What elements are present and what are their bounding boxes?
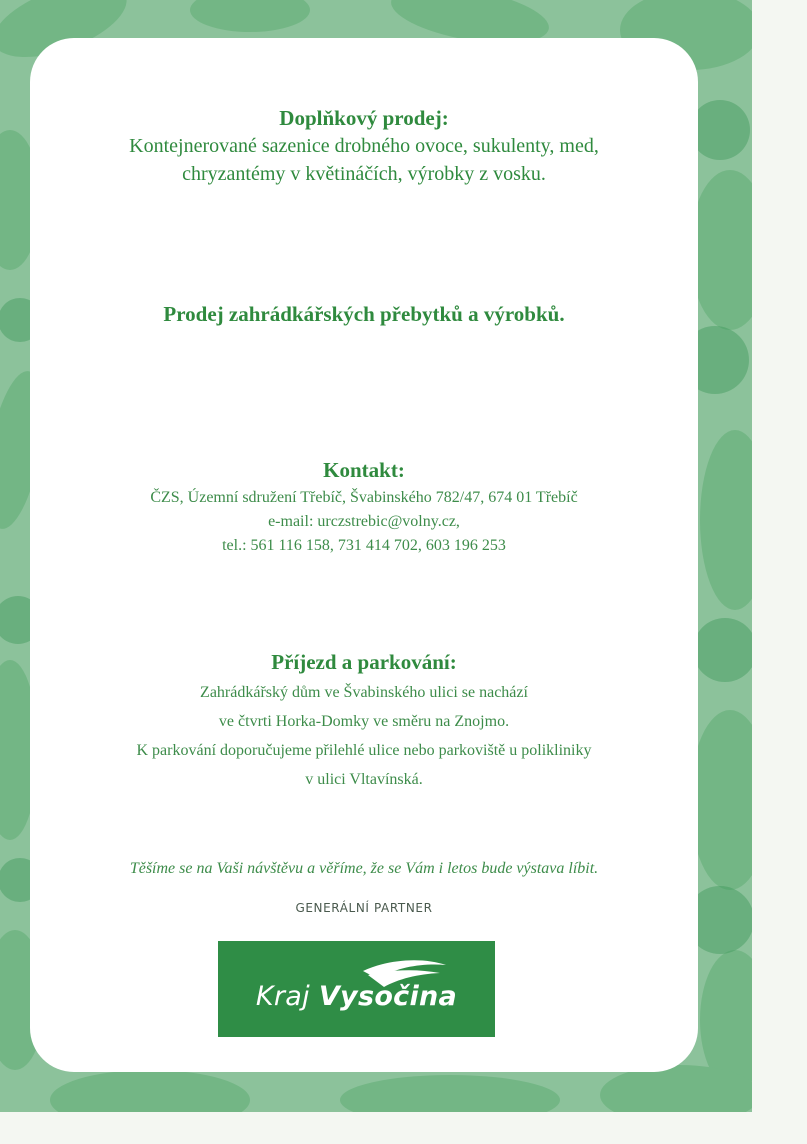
kontakt-email: e-mail: urczstrebic@volny.cz, xyxy=(268,513,460,530)
kontakt-address: ČZS, Územní sdružení Třebíč, Švabinského 782/47, 674 01 Třebíč xyxy=(150,489,578,506)
doplnkovy-line1: Kontejnerované sazenice drobného ovoce, sukulenty, med, xyxy=(129,135,599,157)
prijezd-line3: K parkování doporučujeme přilehlé ulice nebo parkoviště u polikliniky xyxy=(136,742,592,759)
logo-word-vysocina: Vysočina xyxy=(318,981,458,1012)
prijezd-line1: Zahrádkářský dům ve Švabinského ulici se nachází xyxy=(200,684,528,701)
closing-sentence: Těšíme se na Vaši návštěvu a věříme, že se Vám i letos bude výstava líbit. xyxy=(129,860,599,877)
prijezd-line2: ve čtvrti Horka-Domky ve směru na Znojmo. xyxy=(218,713,510,730)
prodej-heading: Prodej zahrádkářských přebytků a výrobků. xyxy=(163,302,565,326)
content-panel xyxy=(30,38,698,1072)
prijezd-heading: Příjezd a parkování: xyxy=(271,650,457,674)
logo-text xyxy=(218,981,495,1012)
partner-label: GENERÁLNÍ PARTNER xyxy=(295,901,433,915)
kontakt-heading: Kontakt: xyxy=(323,458,405,482)
kontakt-phone: tel.: 561 116 158, 731 414 702, 603 196 253 xyxy=(222,537,506,554)
kraj-vysocina-logo xyxy=(218,941,495,1037)
doplnkovy-line2: chryzantémy v květináčích, výrobky z vosku. xyxy=(182,163,546,185)
prijezd-line4: v ulici Vltavínská. xyxy=(305,771,423,788)
logo-word-kraj: Kraj xyxy=(255,981,310,1012)
doplnkovy-heading: Doplňkový prodej: xyxy=(279,106,449,130)
